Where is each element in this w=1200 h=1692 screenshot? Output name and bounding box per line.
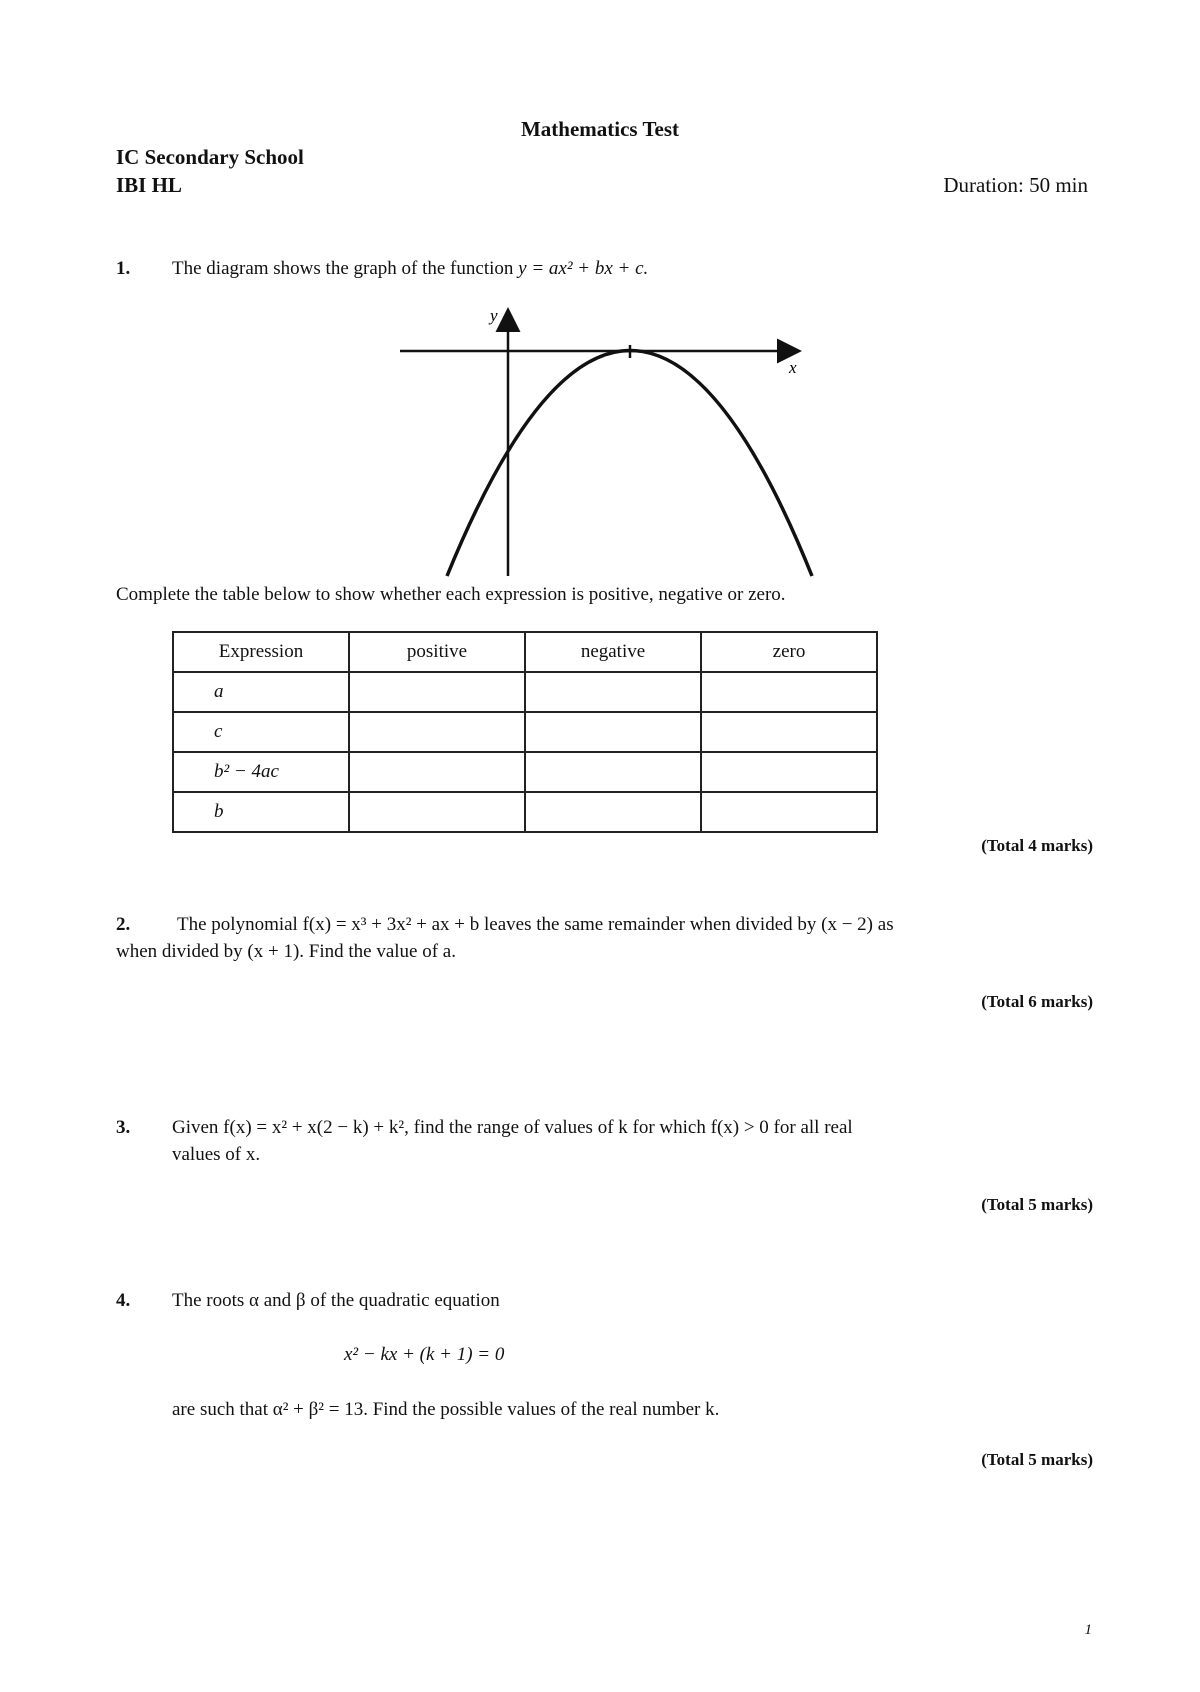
q1-text-pre: The diagram shows the graph of the function (172, 258, 519, 279)
q3-line2: values of x. (172, 1144, 261, 1165)
table-header-expression: Expression (173, 632, 349, 672)
q4-marks: (Total 5 marks) (981, 1450, 1093, 1469)
answer-cell[interactable] (525, 672, 701, 712)
answer-cell[interactable] (701, 712, 877, 752)
q3-marks: (Total 5 marks) (981, 1195, 1093, 1214)
page-number: 1 (1084, 1622, 1092, 1638)
y-axis-label: y (490, 306, 498, 325)
answer-cell[interactable] (349, 712, 525, 752)
q4-line1: The roots α and β of the quadratic equation (172, 1290, 500, 1311)
expression-cell: c (173, 712, 349, 752)
answer-cell[interactable] (525, 712, 701, 752)
q1-number: 1. (116, 258, 131, 279)
q3-line1: Given f(x) = x² + x(2 − k) + k², find the range of values of k for which f(x) > 0 for all real (172, 1117, 853, 1138)
answer-cell[interactable] (349, 792, 525, 832)
parabola-curve (447, 351, 812, 577)
table-header-negative: negative (525, 632, 701, 672)
q1-marks: (Total 4 marks) (981, 836, 1093, 855)
table-row (173, 792, 877, 832)
q1-formula: y = ax² + bx + c. (518, 258, 649, 279)
table-row (173, 752, 877, 792)
table-row (173, 672, 877, 712)
table-header-positive: positive (349, 632, 525, 672)
q4-equation: x² − kx + (k + 1) = 0 (344, 1344, 505, 1365)
table-row (173, 712, 877, 752)
answer-cell[interactable] (349, 752, 525, 792)
table-header-row (173, 632, 877, 672)
q1-instruction: Complete the table below to show whether each expression is positive, negative or zero. (116, 584, 786, 605)
q2-line1: The polynomial f(x) = x³ + 3x² + ax + b leaves the same remainder when divided by (x − 2) as (177, 914, 894, 935)
q2-marks: (Total 6 marks) (981, 992, 1093, 1011)
q2-number: 2. (116, 914, 131, 935)
x-axis-label: x (789, 358, 797, 377)
course-level: IBI HL (116, 173, 182, 197)
page-title: Mathematics Test (520, 117, 680, 141)
answer-cell[interactable] (525, 792, 701, 832)
school-name: IC Secondary School (116, 145, 304, 169)
q4-number: 4. (116, 1290, 131, 1311)
answer-cell[interactable] (525, 752, 701, 792)
table-header-zero: zero (701, 632, 877, 672)
q3-number: 3. (116, 1117, 131, 1138)
answer-cell[interactable] (701, 672, 877, 712)
q4-line2: are such that α² + β² = 13. Find the possible values of the real number k. (172, 1399, 720, 1420)
expression-cell: b² − 4ac (173, 752, 349, 792)
q2-line2: when divided by (x + 1). Find the value of a. (116, 941, 456, 962)
test-duration: Duration: 50 min (943, 173, 1088, 197)
parabola-diagram (0, 0, 1200, 600)
answer-cell[interactable] (349, 672, 525, 712)
expression-cell: b (173, 792, 349, 832)
answer-table (172, 631, 878, 833)
answer-cell[interactable] (701, 752, 877, 792)
expression-cell: a (173, 672, 349, 712)
answer-cell[interactable] (701, 792, 877, 832)
